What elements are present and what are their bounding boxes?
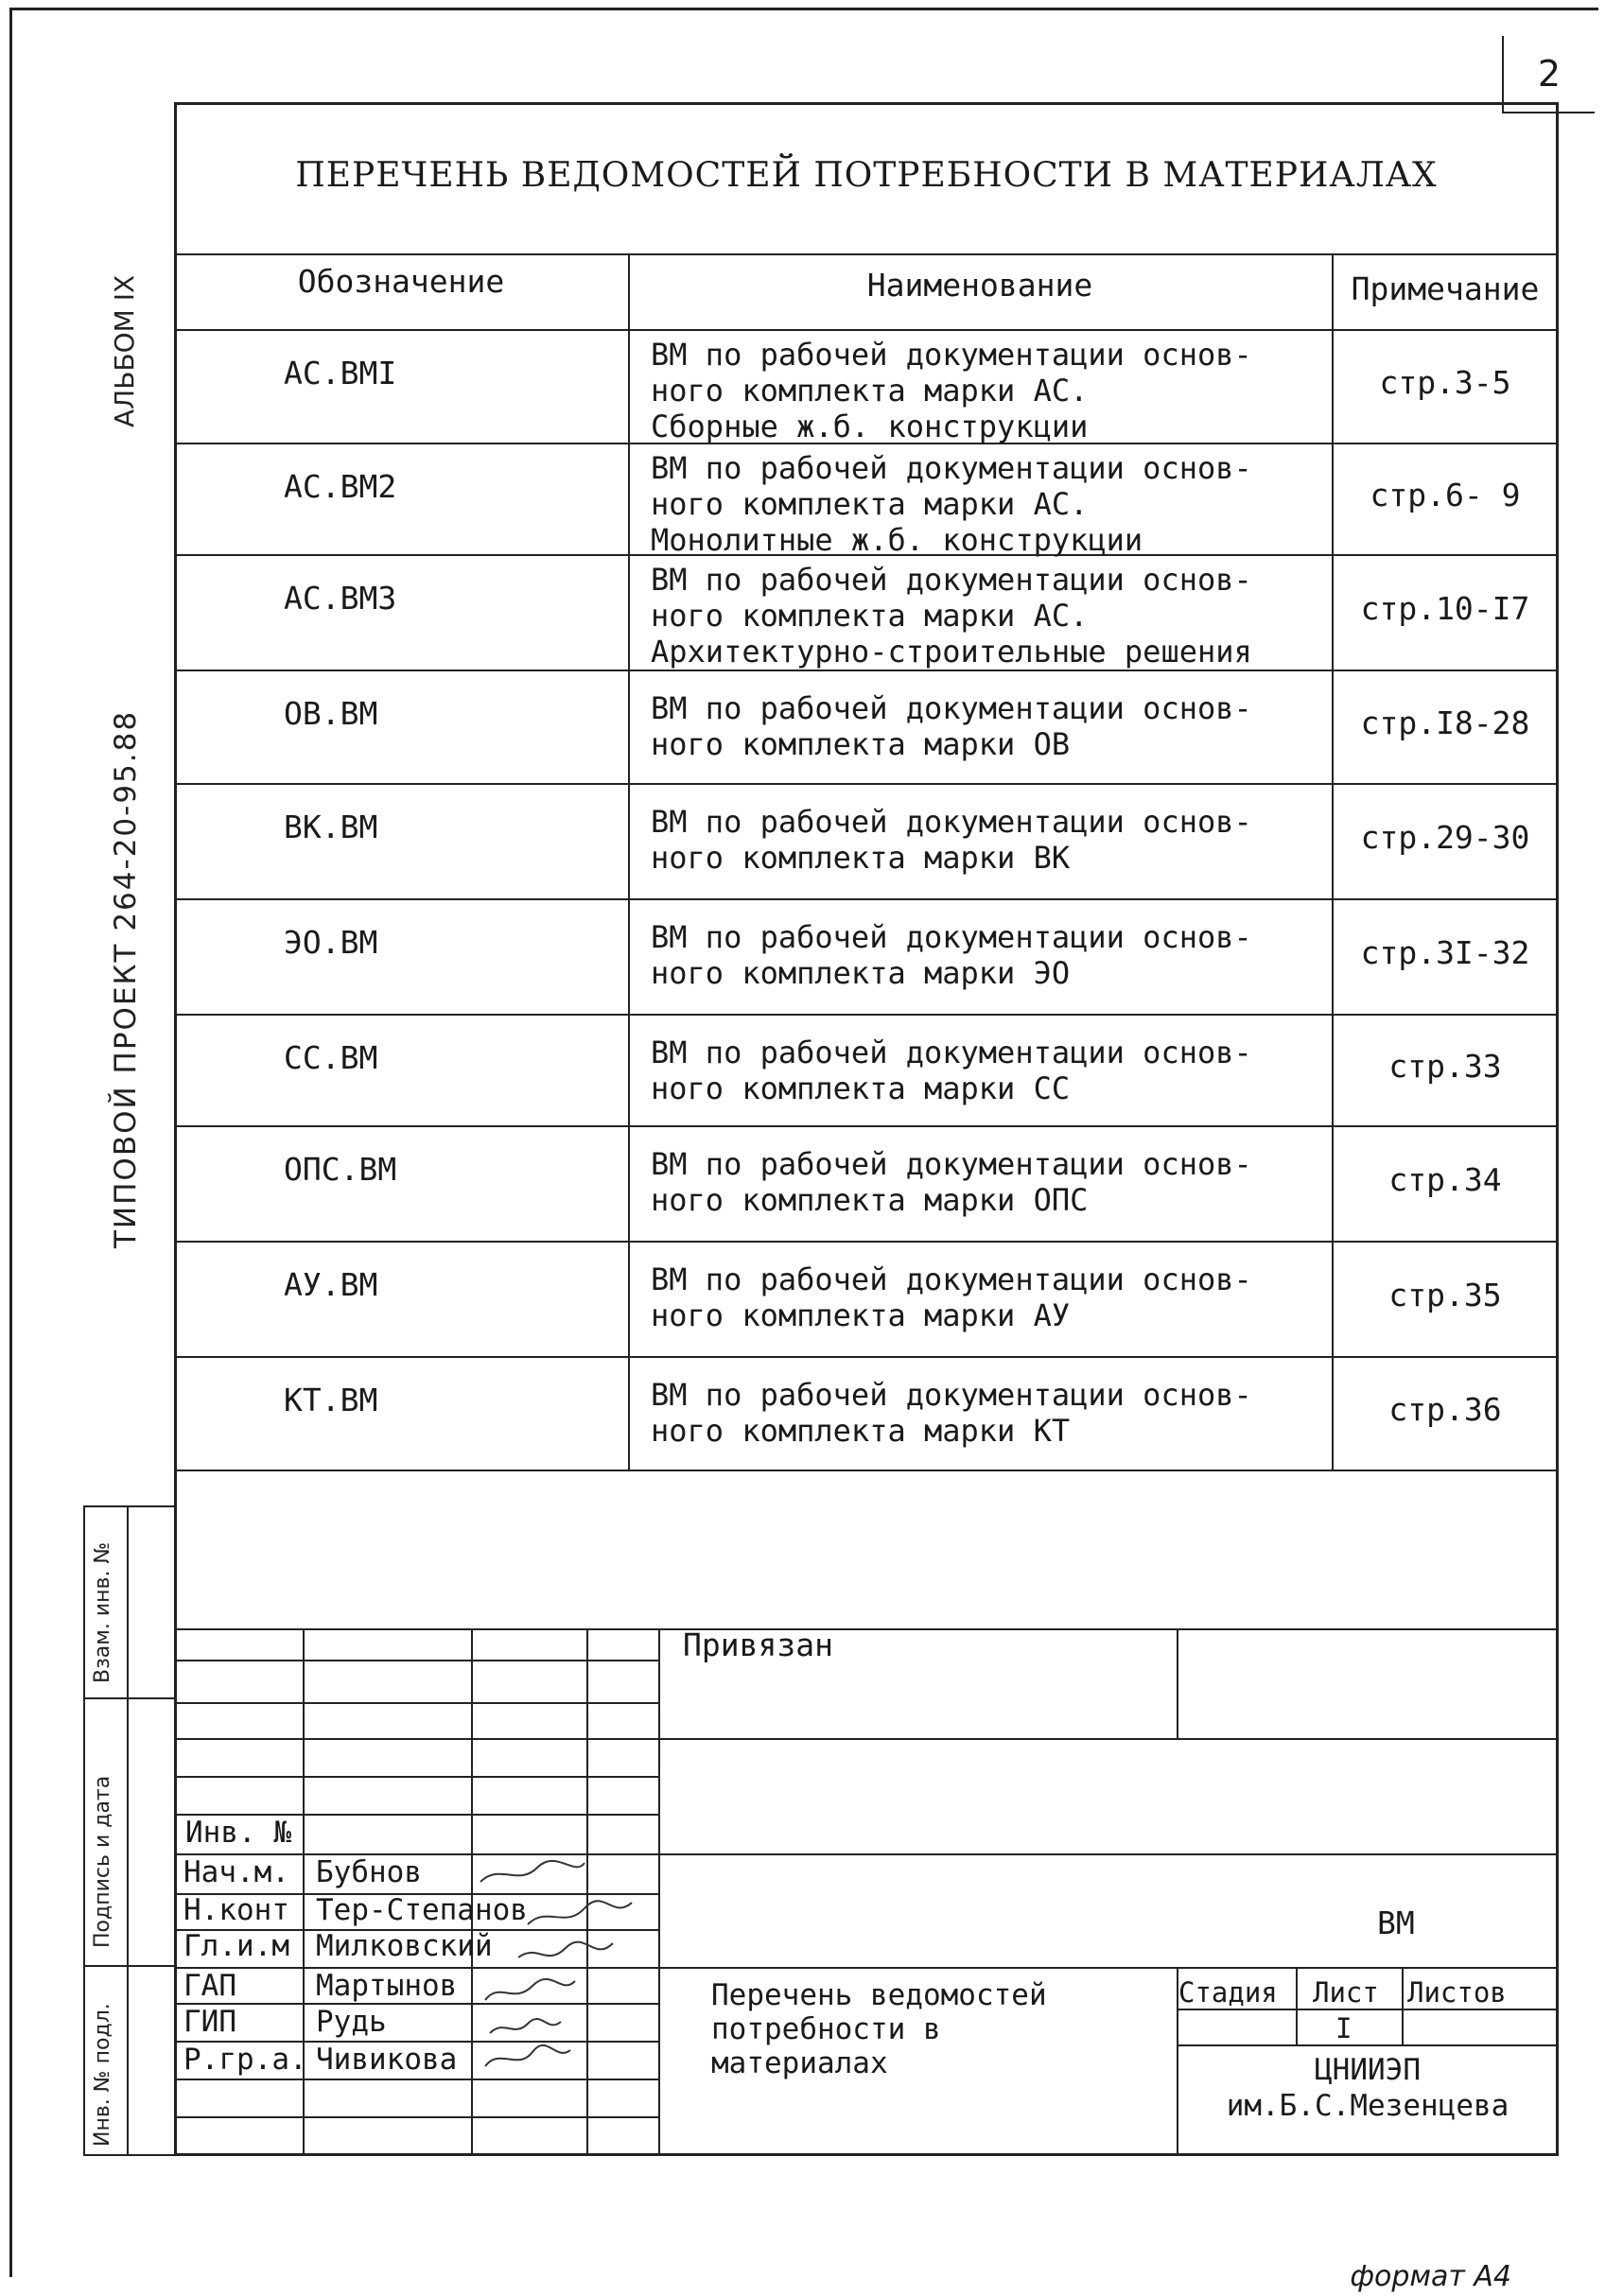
row-name <box>651 337 1328 444</box>
row-name-line: ВМ по рабочей документации основ- <box>651 690 1252 726</box>
row-name <box>651 804 1328 876</box>
row-name-line: Монолитные ж.б. конструкции <box>651 522 1143 558</box>
header-name: Наименование <box>866 267 1093 304</box>
doc-title-line: потребности в <box>711 2012 941 2046</box>
header-designation: Обозначение <box>297 263 505 300</box>
stamp-person-name: Мартынов <box>316 1969 458 2003</box>
stamp-person-name: Чивикова <box>316 2043 458 2077</box>
row-designation: ОВ.ВМ <box>284 695 378 732</box>
row-name-line: ВМ по рабочей документации основ- <box>651 1035 1252 1070</box>
row-name <box>651 919 1328 991</box>
row-name-line: Архитектурно-строительные решения <box>651 634 1252 670</box>
sheets-label: Листов <box>1407 1976 1507 2009</box>
bound-label: Привязан <box>683 1626 833 1663</box>
row-name-line: ного комплекта марки АС. <box>651 598 1089 634</box>
doc-title-line: Перечень ведомостей <box>711 1978 1047 2012</box>
row-designation: АУ.ВМ <box>284 1266 378 1303</box>
row-name-line: ного комплекта марки АС. <box>651 486 1089 522</box>
row-note: стр.3-5 <box>1379 364 1511 401</box>
stamp-person-name: Милковский <box>316 1929 493 1963</box>
row-designation: СС.ВМ <box>284 1039 378 1076</box>
row-name <box>651 562 1328 670</box>
row-name <box>651 1377 1328 1449</box>
row-designation: ВК.ВМ <box>284 809 378 845</box>
sheet-value: I <box>1335 2012 1352 2044</box>
row-name-line: ного комплекта марки СС <box>651 1070 1071 1106</box>
row-name-line: ВМ по рабочей документации основ- <box>651 1377 1252 1413</box>
stamp-person-name: Бубнов <box>316 1855 422 1889</box>
row-name-line: ного комплекта марки ЭО <box>651 955 1071 991</box>
stamp-role: Гл.и.м <box>183 1929 289 1963</box>
row-note: стр.10-I7 <box>1360 590 1530 627</box>
row-name <box>651 1261 1328 1333</box>
row-note: стр.33 <box>1388 1048 1502 1085</box>
row-designation: АС.ВМI <box>284 355 397 391</box>
album-label: АЛЬБОМ IX <box>109 274 140 427</box>
row-note: стр.36 <box>1388 1391 1502 1428</box>
stage-label: Стадия <box>1178 1976 1278 2009</box>
doc-title-line: материалах <box>711 2046 888 2080</box>
signatures <box>471 1853 651 2080</box>
inv-replaced-label: Взам. инв. № <box>91 1541 114 1683</box>
row-note: стр.34 <box>1388 1161 1502 1198</box>
row-name-line: ВМ по рабочей документации основ- <box>651 450 1252 486</box>
stamp-person-name: Рудь <box>316 2005 387 2039</box>
row-name-line: ВМ по рабочей документации основ- <box>651 1146 1252 1182</box>
row-name-line: ного комплекта марки ОПС <box>651 1182 1089 1218</box>
sheet-label: Лист <box>1313 1976 1379 2009</box>
row-name <box>651 690 1328 762</box>
stamp-role: ГАП <box>183 1969 236 2003</box>
org-line: им.Б.С.Мезенцева <box>1226 2089 1510 2123</box>
row-name-line: ного комплекта марки ОВ <box>651 726 1071 762</box>
row-name-line: ного комплекта марки АС. <box>651 373 1089 409</box>
stamp-role: Р.гр.а. <box>183 2043 307 2077</box>
row-name <box>651 1035 1328 1106</box>
sheet-number: 2 <box>1502 36 1595 113</box>
row-note: стр.35 <box>1388 1277 1502 1313</box>
row-designation: КТ.ВМ <box>284 1382 378 1418</box>
row-name-line: ВМ по рабочей документации основ- <box>651 804 1252 840</box>
inv-original-label: Инв. № подл. <box>91 2003 114 2147</box>
header-note: Примечание <box>1351 270 1540 307</box>
organization <box>1177 2052 1559 2124</box>
stamp-role: Н.конт <box>183 1893 289 1927</box>
row-name-line: ного комплекта марки ВК <box>651 840 1071 876</box>
inv-no-label: Инв. № <box>185 1816 291 1850</box>
org-line: ЦНИИЭП <box>1315 2053 1421 2087</box>
row-name-line: ного комплекта марки АУ <box>651 1297 1071 1333</box>
row-designation: АС.ВМ2 <box>284 468 397 505</box>
row-designation: ОПС.ВМ <box>284 1151 397 1188</box>
row-note: стр.29-30 <box>1360 819 1530 856</box>
stamp-role: Нач.м. <box>183 1855 289 1889</box>
doc-title <box>711 1978 1047 2080</box>
row-note: стр.3I-32 <box>1360 934 1530 971</box>
row-name <box>651 450 1328 558</box>
page-title: ПЕРЕЧЕНЬ ВЕДОМОСТЕЙ ПОТРЕБНОСТИ В МАТЕРИАЛАХ <box>295 156 1438 195</box>
row-name-line: ВМ по рабочей документации основ- <box>651 337 1252 373</box>
row-designation: ЭО.ВМ <box>284 924 378 961</box>
row-name-line: Сборные ж.б. конструкции <box>651 409 1089 444</box>
stamp-person-name: Тер-Степанов <box>316 1893 528 1927</box>
row-note: стр.I8-28 <box>1360 704 1530 741</box>
doc-code: ВМ <box>1377 1905 1415 1941</box>
row-note: стр.6- 9 <box>1370 477 1521 513</box>
row-name-line: ного комплекта марки КТ <box>651 1413 1071 1449</box>
row-designation: АС.ВМ3 <box>284 580 397 617</box>
project-label: ТИПОВОЙ ПРОЕКТ 264-20-95.88 <box>109 709 143 1248</box>
row-name-line: ВМ по рабочей документации основ- <box>651 1261 1252 1297</box>
row-name-line: ВМ по рабочей документации основ- <box>651 919 1252 955</box>
format-label: формат А4 <box>1350 2260 1511 2293</box>
signature-date-label: Подпись и дата <box>91 1775 114 1948</box>
row-name <box>651 1146 1328 1218</box>
stamp-role: ГИП <box>183 2005 236 2039</box>
row-name-line: ВМ по рабочей документации основ- <box>651 562 1252 598</box>
